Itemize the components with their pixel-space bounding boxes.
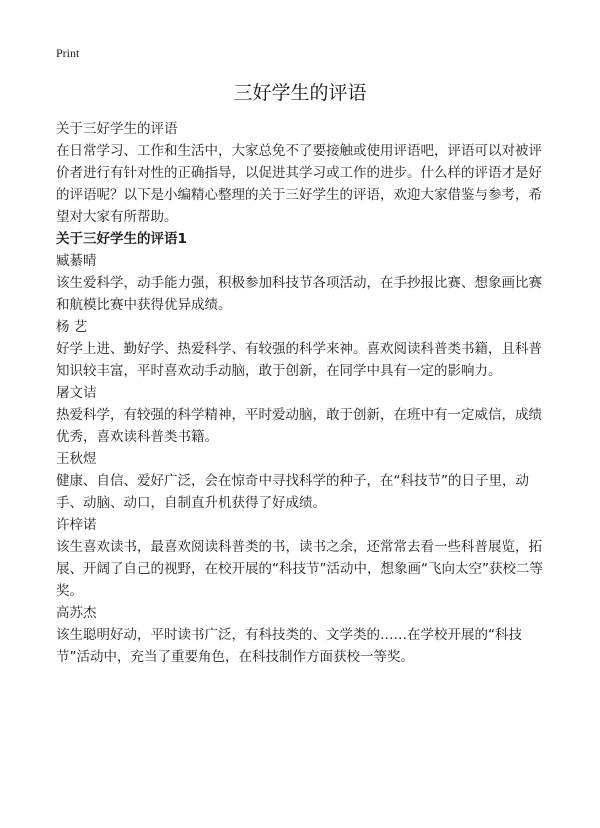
intro-paragraph: 在日常学习、工作和生活中，大家总免不了要接触或使用评语吧，评语可以对被评价者进行有针对性的正确指导，以促进其学习或工作的进步。什么样的评语才是好的评语呢？以下是小编精心整理的关于三好学生的评语，欢迎大家借鉴与参考，希望对大家有所帮助。 (56, 143, 542, 225)
comment-text: 健康、自信、爱好广泛，会在惊奇中寻找科学的种子，在“科技节”的日子里，动手、动脑、动口，自制直升机获得了好成绩。 (56, 473, 529, 511)
comment-text: 该生爱科学，动手能力强，积极参加科技节各项活动，在手抄报比赛、想象画比赛和航模比赛中获得优异成绩。 (56, 275, 542, 313)
comment-entry (56, 514, 548, 602)
comment-text: 该生聪明好动，平时读书广泛，有科技类的、文学类的……在学校开展的“科技节”活动中，充当了重要角色，在科技制作方面获校一等奖。 (56, 627, 522, 665)
student-name: 杨 艺 (56, 319, 88, 335)
student-name: 王秋煜 (56, 451, 97, 467)
student-name: 高苏杰 (56, 605, 97, 621)
comment-entry (56, 448, 548, 514)
page-title: 三好学生的评语 (233, 82, 367, 104)
comment-entry (56, 602, 548, 668)
student-name: 许梓诺 (56, 517, 97, 533)
student-name: 臧綦晴 (56, 253, 97, 269)
print-label: Print (56, 46, 80, 60)
student-name: 屠文诘 (56, 385, 97, 401)
comment-entry (56, 316, 548, 382)
comment-entry (56, 250, 548, 316)
section-heading: 关于三好学生的评语1 (56, 231, 187, 247)
document-body (56, 118, 548, 668)
comment-text: 热爱科学，有较强的科学精神，平时爱动脑，敢于创新，在班中有一定威信，成绩优秀，喜欢读科普类书籍。 (56, 407, 542, 445)
comment-text: 好学上进、勤好学、热爱科学、有较强的科学来神。喜欢阅读科普类书籍，且科普知识较丰富，平时喜欢动手动脑，敢于创新，在同学中具有一定的影响力。 (56, 341, 542, 379)
comment-text: 该生喜欢读书，最喜欢阅读科普类的书，读书之余，还常常去看一些科普展览，拓展、开阔了自己的视野，在校开展的“科技节”活动中，想象画“飞向太空”获校二等奖。 (56, 539, 543, 599)
document-subtitle: 关于三好学生的评语 (56, 121, 178, 137)
comment-entry (56, 382, 548, 448)
